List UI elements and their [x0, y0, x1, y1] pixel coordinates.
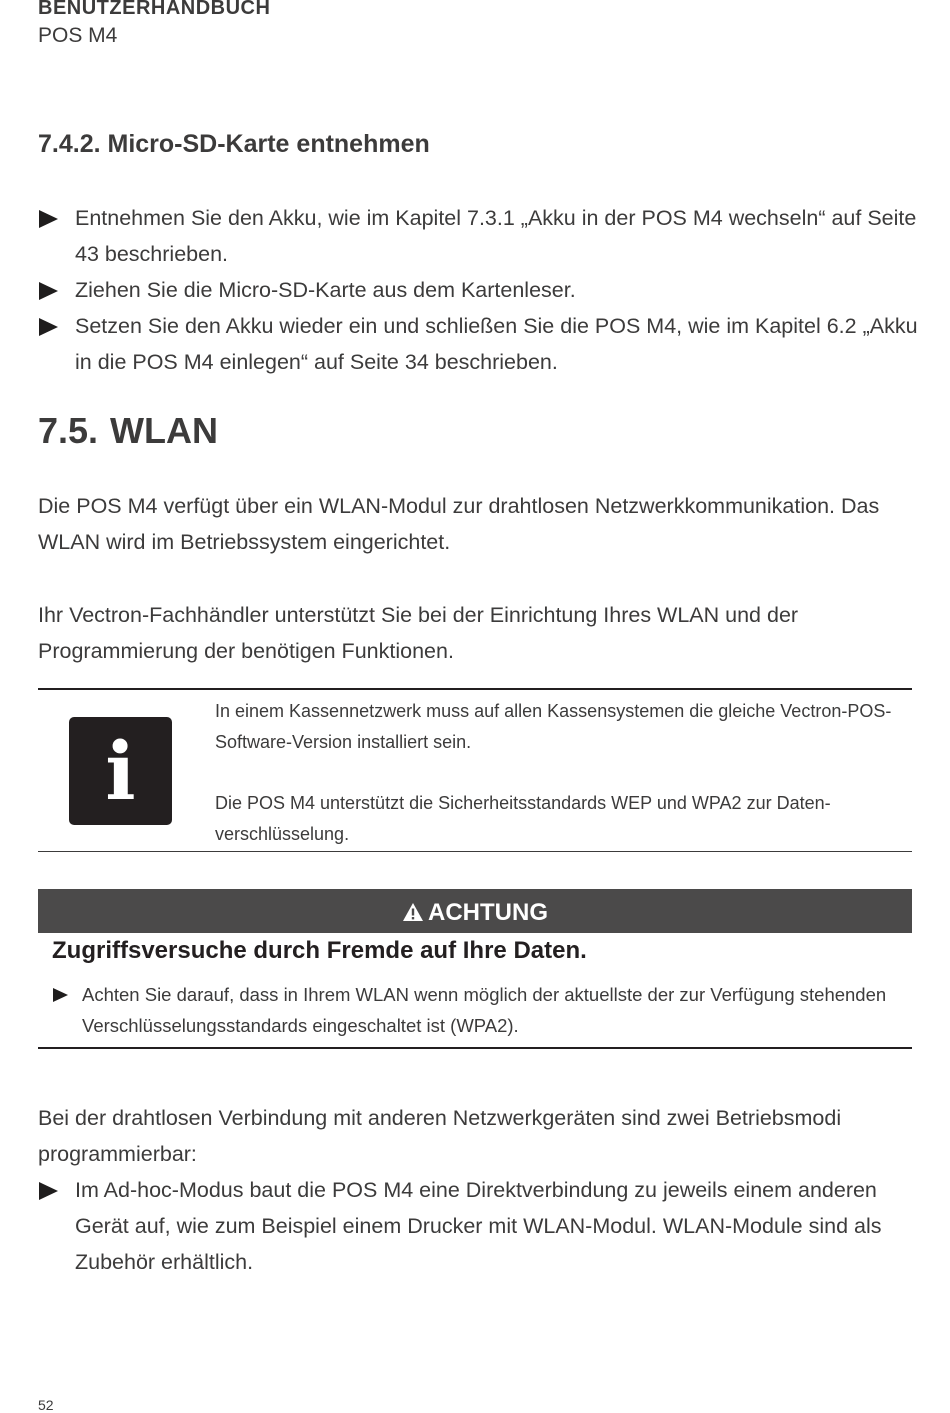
document-model: POS M4: [38, 24, 118, 47]
paragraph: Ihr Vectron-Fachhändler unterstützt Sie bei der Einrichtung Ihres WLAN und der Programmierung der benötigen Funktionen.: [38, 603, 799, 663]
divider: [38, 688, 912, 690]
step-list: [38, 200, 918, 380]
bullet-triangle-icon: [39, 282, 58, 300]
info-note: Die POS M4 unterstützt die Sicherheitsstandards WEP und WPA2 zur Datenverschlüsselung.: [215, 793, 831, 844]
list-item-text: Ziehen Sie die Micro-SD-Karte aus dem Kartenleser.: [75, 278, 576, 302]
list-item-text: Entnehmen Sie den Akku, wie im Kapitel 7.3.1 „Akku in der POS M4 wechseln“ auf Seite 43 beschrieben.: [75, 206, 917, 266]
list-item-text: Setzen Sie den Akku wieder ein und schließen Sie die POS M4, wie im Kapitel 6.2 „Akku in die POS M4 einlegen“ auf Seite 34 beschrieben.: [75, 314, 918, 374]
page-number: 52: [38, 1397, 54, 1413]
document-kicker: BENUTZERHANDBUCH: [38, 0, 271, 19]
warning-banner: [38, 889, 912, 933]
bullet-triangle-icon: [53, 988, 68, 1002]
section-heading-7-4-2: 7.4.2. Micro-SD-Karte entnehmen: [38, 130, 430, 158]
info-note: In einem Kassennetzwerk muss auf allen Kassensystemen die gleiche Vectron-POS-Software-Version installiert sein.: [215, 701, 892, 752]
section-number: 7.5.: [38, 410, 99, 451]
list-item-text: Achten Sie darauf, dass in Ihrem WLAN wenn möglich der aktuellste der zur Verfügung stehenden Verschlüsselungsstandards eingeschaltet ist (WPA2).: [82, 984, 887, 1036]
section-heading-7-5: [38, 410, 218, 452]
warning-list: [52, 979, 912, 1041]
warning-triangle-icon: [402, 891, 424, 939]
divider: [38, 1047, 912, 1049]
list-item-text: Im Ad-hoc-Modus baut die POS M4 eine Direktverbindung zu jeweils einem anderen Gerät auf, wie zum Beispiel einem Drucker mit WLAN-Modul. WLAN-Module sind als Zubehör erhältlich.: [75, 1178, 882, 1274]
divider: [38, 851, 912, 852]
info-icon: [69, 717, 172, 825]
warning-label: ACHTUNG: [428, 899, 548, 926]
info-glyph: i: [105, 724, 136, 818]
section-title: WLAN: [110, 410, 218, 451]
warning-title: Zugriffsversuche durch Fremde auf Ihre Daten.: [52, 937, 587, 964]
list-item: [38, 272, 918, 308]
list-item: [38, 1172, 918, 1280]
list-item: [38, 200, 918, 272]
list-item: [38, 308, 918, 380]
paragraph: Die POS M4 verfügt über ein WLAN-Modul zur drahtlosen Netzwerkkommunikation. Das WLAN wird im Betriebssystem eingerichtet.: [38, 494, 880, 554]
bullet-triangle-icon: [39, 210, 58, 228]
paragraph: Bei der drahtlosen Verbindung mit anderen Netzwerkgeräten sind zwei Betriebsmodi programmierbar:: [38, 1106, 842, 1166]
mode-list: [38, 1172, 918, 1280]
list-item: [52, 979, 912, 1041]
bullet-triangle-icon: [39, 1182, 58, 1200]
bullet-triangle-icon: [39, 318, 58, 336]
